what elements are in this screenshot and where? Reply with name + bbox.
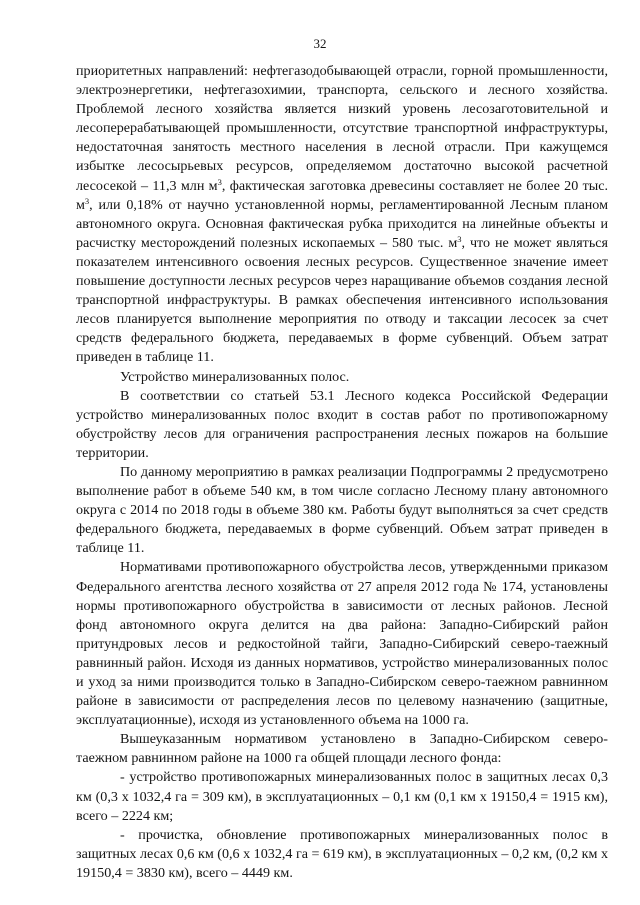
page-number: 32 (313, 36, 327, 51)
paragraph-norm-intro: Вышеуказанным нормативом установлено в Западно-Сибирском северо-таежном равнинном районе на 1000 га общей площади лесного фонда: (76, 731, 608, 767)
section-heading-mineralized-strips: Устройство минерализованных полос. (120, 368, 350, 385)
superscript-cubic: 3 (457, 233, 462, 244)
superscript-cubic: 3 (84, 195, 90, 206)
paragraph-forest-code: В соответствии со статьей 53.1 Лесного кодекса Российской Федерации устройство минерализованных полос входит в состав работ по противопожарному обустройству лесов для ограничения распространения лесных пожаров на большие территории. (76, 387, 608, 461)
list-item-strip-maintenance: - прочистка, обновление противопожарных минерализованных полос в защитных лесах 0,6 км (0,6 х 1032,4 га = 619 км), в эксплуатационных – 0,2 км, (0,2 км х 19150,4 = 3830 км), всего – 4449 км. (76, 826, 609, 881)
paragraph-forestry-overview (76, 62, 608, 368)
list-item-strip-construction: - устройство противопожарных минерализованных полос в защитных лесах 0,3 км (0,3 х 1032,4 га = 309 км), в эксплуатационных – 0,1 км (0,1 км х 19150,4 = 1915 км), всего – 2224 км; (76, 769, 608, 824)
paragraph-subprogram-2: По данному мероприятию в рамках реализации Подпрограммы 2 предусмотрено выполнение работ в объеме 540 км, в том числе согласно Лесному плану автономного округа с 2014 по 2018 годы в объеме 380 км. Работы будут выполняться за счет средств федерального бюджета, передаваемых в форме субвенций. Объем затрат приведен в таблице 11. (76, 463, 608, 557)
paragraph-text-run: , что не может являться показателем интенсивного освоения лесных ресурсов. Существенное значение имеет повышение доступности лесных ресурсов через наращивание объемов создания лесной транспортной инфраструктуры. В рамках обеспечения интенсивного использования лесов планируется выполнение мероприятия по отводу и таксации лесосек за счет средств федерального бюджета, передаваемых в форме субвенций. Объем затрат приведен в таблице 11. (76, 234, 608, 366)
paragraph-text-run: , фактическая заготовка древесины составляет не более 20 тыс. м (76, 177, 608, 213)
superscript-cubic: 3 (217, 176, 222, 187)
paragraph-text-run: приоритетных направлений: нефтегазодобывающей отрасли, горной промышленности, электроэнергетики, нефтегазохимии, транспорта, сельского и лесного хозяйства. Проблемой лесного хозяйства является низкий уровень лесозаготовительной и лесоперерабатывающей промышленности, отсутствие транспортной инфраструктуры, недостаточная занятость местного населения в лесной отрасли. При кажущемся избытке лесосырьевых ресурсов, определяемом достаточно высокой расчетной лесосекой – 11,3 млн м (76, 63, 608, 194)
paragraph-fire-norms: Нормативами противопожарного обустройства лесов, утвержденными приказом Федерального агентства лесного хозяйства от 27 апреля 2012 года № 174, установлены нормы противопожарного обустройства в зависимости от лесных районов. Лесной фонд автономного округа делится на два района: Западно-Сибирский район притундровых лесов и редкостойной тайги, Западно-Сибирский северо-таежный равнинный район. Исходя из данных нормативов, устройство минерализованных полос и уход за ними производится только в Западно-Сибирском северо-таежном равнинном районе в зависимости от распределения лесов по целевому назначению (защитные, эксплуатационные), исходя из установленного объема на 1000 га. (76, 559, 608, 729)
paragraph-text-run: , или 0,18% от научно установленной нормы, регламентированной Лесным планом автономного округа. Основная фактическая рубка приходится на линейные объекты и расчистку месторождений полезных ископаемых – 580 тыс. м (76, 196, 608, 251)
document-body (76, 62, 608, 883)
